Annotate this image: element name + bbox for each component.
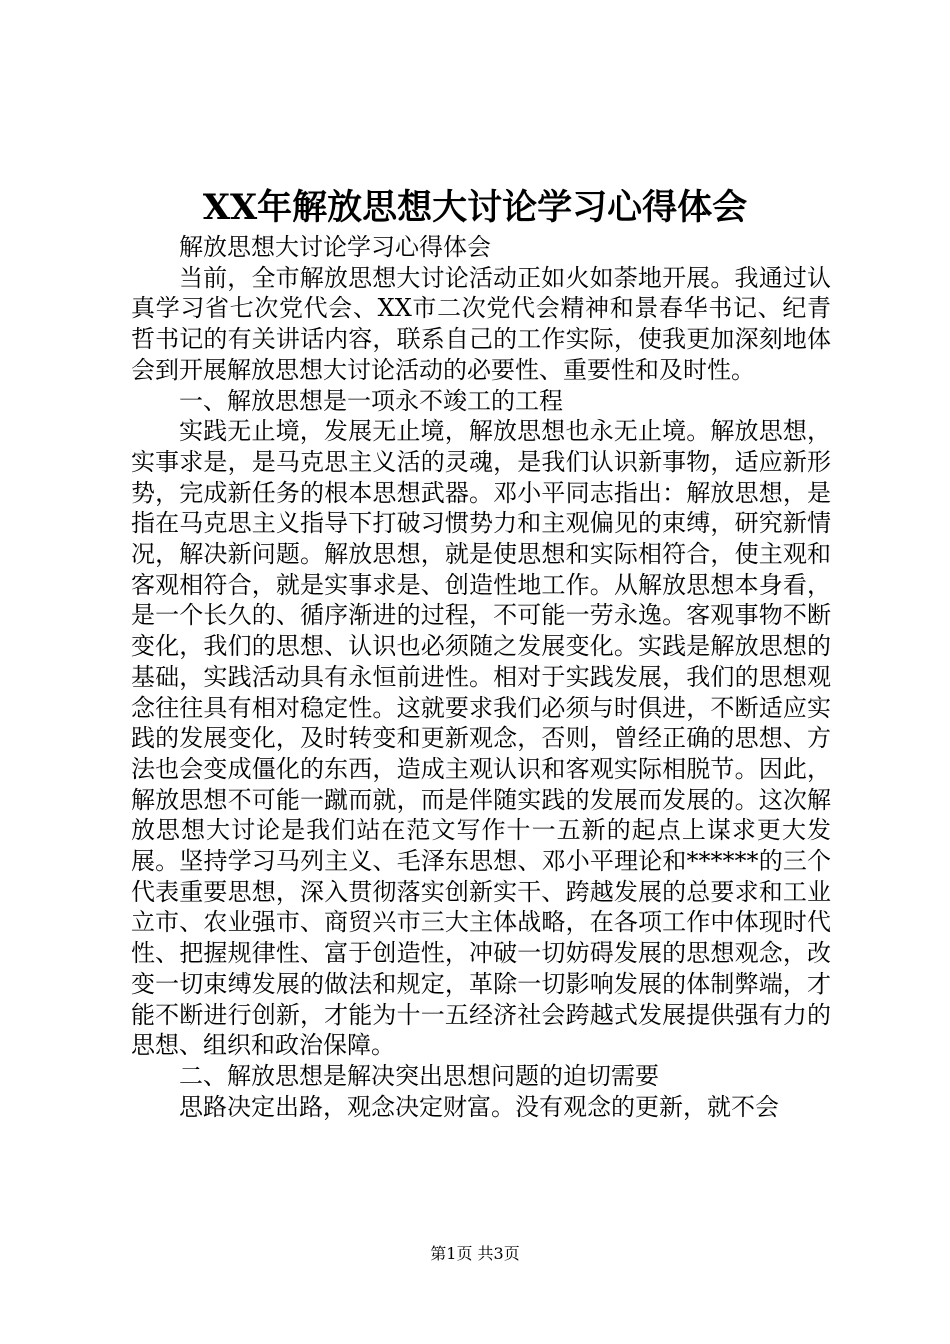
document-body [131,232,831,1122]
intro-paragraph: 当前，全市解放思想大讨论活动正如火如荼地开展。我通过认真学习省七次党代会、XX市二次党代会精神和景春华书记、纪青哲书记的有关讲话内容，联系自己的工作实际，使我更加深刻地体会到开展解放思想大讨论活动的必要性、重要性和及时性。 [131,263,831,384]
section-heading-1: 一、解放思想是一项永不竣工的工程 [179,386,563,415]
subtitle-paragraph: 解放思想大讨论学习心得体会 [179,233,491,261]
page-number-footer: 第1页 共3页 [430,1244,520,1263]
section-heading-2: 二、解放思想是解决突出思想问题的迫切需要 [179,1061,659,1090]
section-2-paragraph: 思路决定出路，观念决定财富。没有观念的更新，就不会 [179,1092,779,1121]
document-title: XX年解放思想大讨论学习心得体会 [202,187,748,228]
section-1-paragraph: 实践无止境，发展无止境，解放思想也永无止境。解放思想，实事求是，是马克思主义活的灵魂，是我们认识新事物，适应新形势，完成新任务的根本思想武器。邓小平同志指出：解放思想，是指在马克思主义指导下打破习惯势力和主观偏见的束缚，研究新情况，解决新问题。解放思想，就是使思想和实际相符合，使主观和客观相符合，就是实事求是、创造性地工作。从解放思想本身看，是一个长久的、循序渐进的过程，不可能一劳永逸。客观事物不断变化，我们的思想、认识也必须随之发展变化。实践是解放思想的基础，实践活动具有永恒前进性。相对于实践发展，我们的思想观念往往具有相对稳定性。这就要求我们必须与时俱进，不断适应实践的发展变化，及时转变和更新观念，否则，曾经正确的思想、方法也会变成僵化的东西，造成主观认识和客观实际相脱节。因此，解放思想不可能一蹴而就，而是伴随实践的发展而发展的。这次解放思想大讨论是我们站在范文写作十一五新的起点上谋求更大发展。坚持学习马列主义、毛泽东思想、邓小平理论和******的三个代表重要思想，深入贯彻落实创新实干、跨越发展的总要求和工业立市、农业强市、商贸兴市三大主体战略，在各项工作中体现时代性、把握规律性、富于创造性，冲破一切妨碍发展的思想观念，改变一切束缚发展的做法和规定，革除一切影响发展的体制弊端，才能不断进行创新，才能为十一五经济社会跨越式发展提供强有力的思想、组织和政治保障。 [131,417,831,1060]
